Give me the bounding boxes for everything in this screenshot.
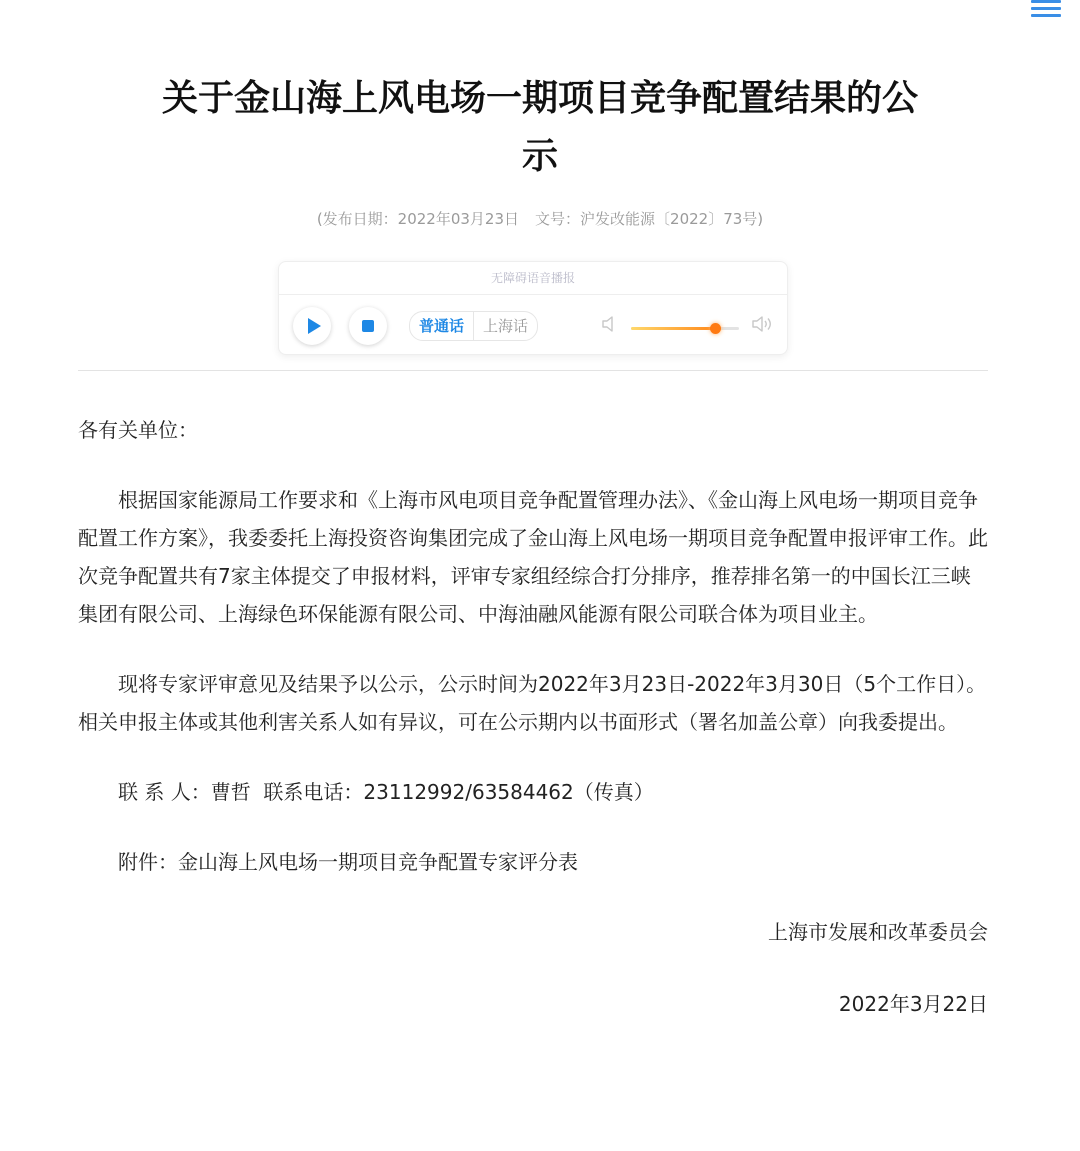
attachment-link[interactable]: 金山海上风电场一期项目竞争配置专家评分表	[178, 850, 578, 874]
article-meta	[0, 208, 1080, 229]
contact-line: 联 系 人：曹哲 联系电话：23112992/63584462（传真）	[118, 780, 654, 804]
article-body	[78, 411, 988, 1023]
play-icon[interactable]	[293, 307, 331, 345]
article-title: 关于金山海上风电场一期项目竞争配置结果的公示	[161, 78, 918, 177]
attachment-line	[78, 843, 988, 881]
doc-number-label: 文号：	[535, 210, 581, 228]
paragraph-1: 根据国家能源局工作要求和《上海市风电项目竞争配置管理办法》、《金山海上风电场一期项目竞争配置工作方案》，我委委托上海投资咨询集团完成了金山海上风电场一期项目竞争配置申报评审工作。此次竞争配置共有7家主体提交了申报材料，评审专家组经综合打分排序，推荐排名第一的中国长江三峡集团有限公司、上海绿色环保能源有限公司、中海油融风能源有限公司联合体为项目业主。	[78, 488, 988, 626]
publish-label: (发布日期：	[316, 210, 398, 228]
stop-icon[interactable]	[349, 307, 387, 345]
audio-player	[278, 261, 788, 355]
publish-date: 2022年03月23日	[397, 210, 520, 228]
divider	[78, 370, 988, 371]
doc-number: 沪发改能源〔2022〕73号)	[580, 210, 764, 228]
attachment-label: 附件：	[118, 850, 178, 874]
signature: 上海市发展和改革委员会	[768, 920, 988, 944]
hamburger-menu-icon[interactable]	[1031, 0, 1061, 22]
volume-high-icon[interactable]	[751, 315, 775, 333]
language-mandarin[interactable]: 普通话	[410, 312, 474, 340]
signature-date: 2022年3月22日	[838, 992, 988, 1016]
salutation: 各有关单位：	[78, 418, 198, 442]
volume-slider[interactable]	[631, 327, 739, 330]
player-heading: 无障碍语音播报	[279, 262, 787, 295]
volume-low-icon[interactable]	[601, 315, 617, 333]
volume-knob[interactable]	[710, 323, 721, 334]
volume-fill	[631, 327, 715, 330]
paragraph-2: 现将专家评审意见及结果予以公示，公示时间为2022年3月23日-2022年3月30日（5个工作日）。相关申报主体或其他利害关系人如有异议，可在公示期内以书面形式（署名加盖公章）向我委提出。	[78, 672, 987, 734]
language-shanghainese[interactable]: 上海话	[483, 317, 529, 335]
language-switch	[409, 311, 538, 341]
